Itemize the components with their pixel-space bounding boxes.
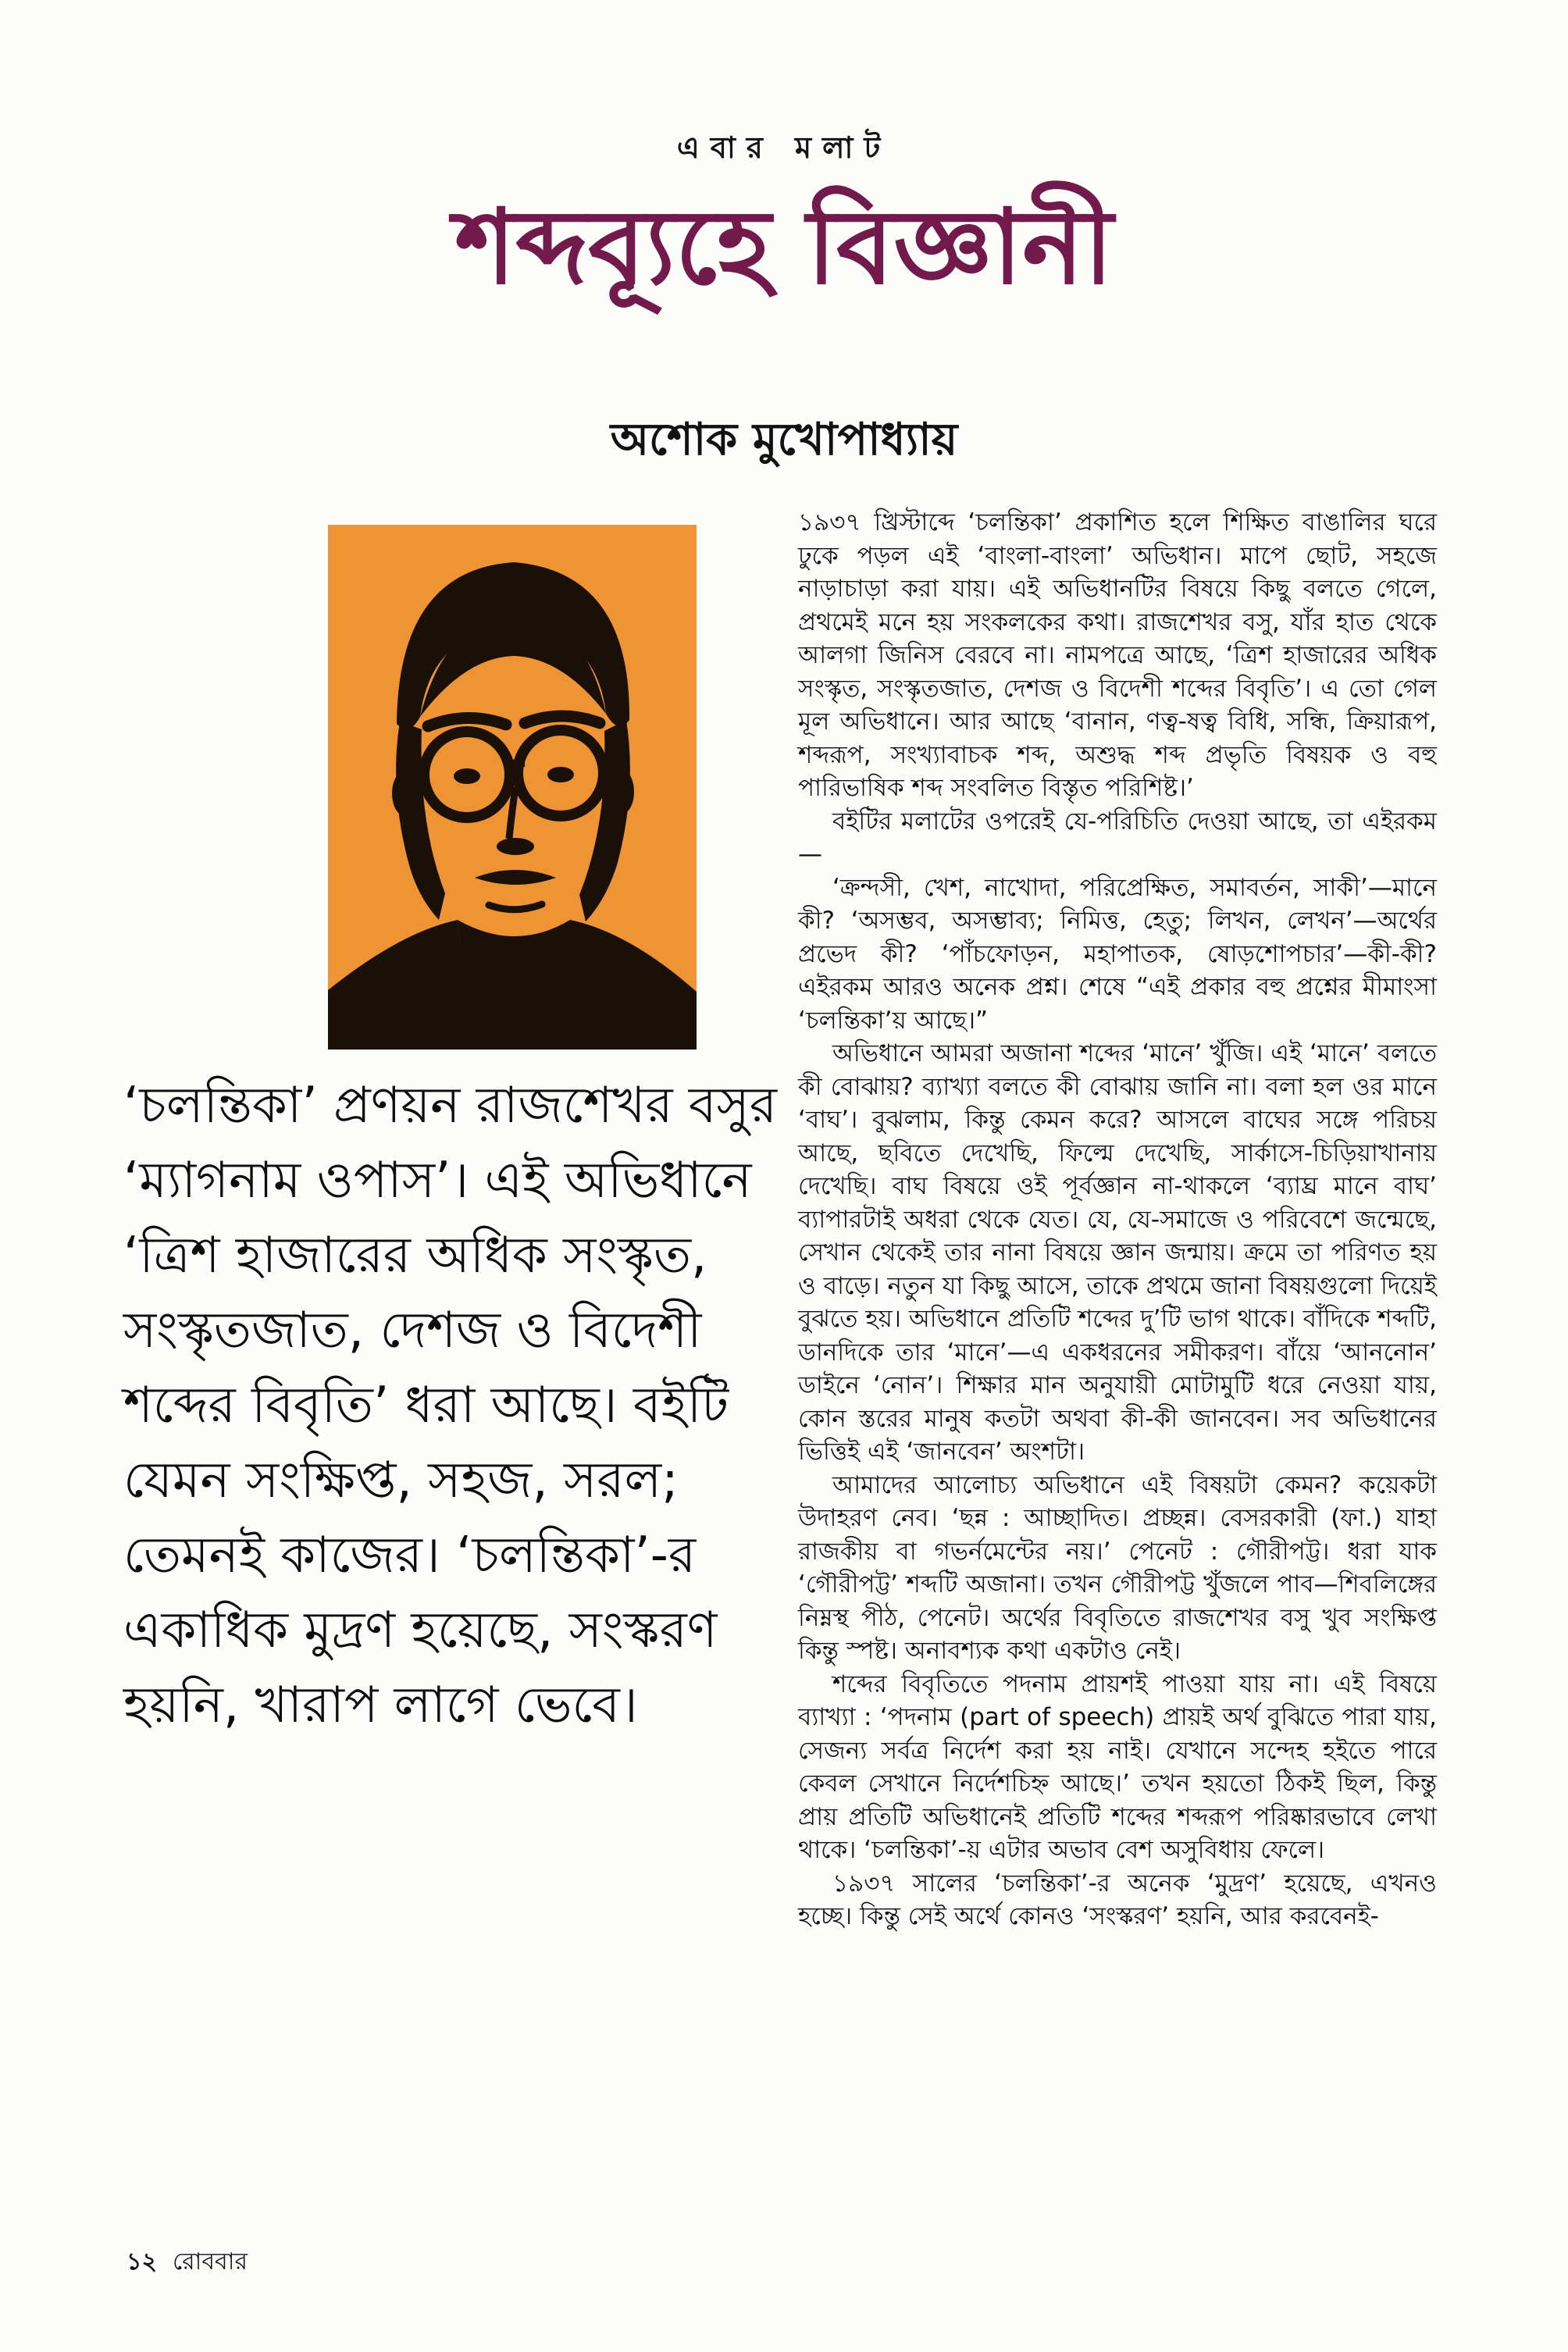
article-title: শব্দব্যূহে বিজ্ঞানী: [454, 187, 1114, 308]
woodcut-portrait-icon: [328, 525, 697, 1049]
portrait-illustration: [328, 525, 697, 1049]
page-footer: [127, 2243, 248, 2283]
pull-quote: ‘চলন্তিকা’ প্রণয়ন রাজশেখর বসুর ‘ম্যাগনাম ওপাস’। এই অভিধানে ‘ত্রিশ হাজারের অধিক সংস্কৃত, সংস্কৃতজাত, দেশজ ও বিদেশী শব্দের বিবৃতি’ ধরা আছে। বইটি যেমন সংক্ষিপ্ত, সহজ, সরল; তেমনই কাজের। ‘চলন্তিকা’-র একাধিক মুদ্রণ হয়েছে, সংস্করণ হয়নি, খারাপ লাগে ভেবে।: [123, 1077, 778, 1734]
byline-author: অশোক মুখোপাধ্যায়: [610, 414, 958, 465]
article-paragraph: অভিধানে আমরা অজানা শব্দের ‘মানে’ খুঁজি। এই ‘মানে’ বলতে কী বোঝায়? ব্যাখ্যা বলতে কী বোঝায় জানি না। বলা হল ওর মানে ‘বাঘ’। বুঝলাম, কিন্তু কেমন করে? আসলে বাঘের সঙ্গে পরিচয় আছে, ছবিতে দেখেছি, ফিল্মে দেখেছি, সার্কাসে-চিড়িয়াখানায় দেখেছি। বাঘ বিষয়ে ওই পূর্বজ্ঞান না-থাকলে ‘ব্যাঘ্র মানে বাঘ’ ব্যাপারটাই অধরা থেকে যেত। যে, যে-সমাজে ও পরিবেশে জন্মেছে, সেখান থেকেই তার নানা বিষয়ে জ্ঞান জন্মায়। ক্রমে তা পরিণত হয় ও বাড়ে। নতুন যা কিছু আসে, তাকে প্রথমে জানা বিষয়গুলো দিয়েই বুঝতে হয়। অভিধানে প্রতিটি শব্দের দু’টি ভাগ থাকে। বাঁদিকে শব্দটি, ডানদিকে তার ‘মানে’—এ একধরনের সমীকরণ। বাঁয়ে ‘আননোন’ ডাইনে ‘নোন’। শিক্ষার মান অনুযায়ী মোটামুটি ধরে নেওয়া যায়, কোন স্তরের মানুষ কতটা অথবা কী-কী জানবেন। সব অভিধানের ভিত্তিই এই ‘জানবেন’ অংশটা।: [798, 1039, 1437, 1466]
page-number: ১২: [127, 2248, 157, 2275]
article-paragraph: ‘ক্রন্দসী, খেশ, নাখোদা, পরিপ্রেক্ষিত, সমাবর্তন, সাকী’—মানে কী? ‘অসম্ভব, অসম্ভাব্য; নিমিত্ত, হেতু; লিখন, লেখন’—অর্থের প্রভেদ কী? ‘পাঁচফোড়ন, মহাপাতক, ষোড়শোপচার’—কী-কী? এইরকম আরও অনেক প্রশ্ন। শেষে “এই প্রকার বহু প্রশ্নের মীমাংসা ‘চলন্তিকা’য় আছে।”: [798, 873, 1437, 1035]
publication-name: রোববার: [172, 2248, 248, 2275]
article-paragraph: ১৯৩৭ খ্রিস্টাব্দে ‘চলন্তিকা’ প্রকাশিত হলে শিক্ষিত বাঙালির ঘরে ঢুকে পড়ল এই ‘বাংলা-বাংলা’ অভিধান। মাপে ছোট, সহজে নাড়াচাড়া করা যায়। এই অভিধানটির বিষয়ে কিছু বলতে গেলে, প্রথমেই মনে হয় সংকলকের কথা। রাজশেখর বসু, যাঁর হাত থেকে আলগা জিনিস বেরবে না। নামপত্রে আছে, ‘ত্রিশ হাজারের অধিক সংস্কৃত, সংস্কৃতজাত, দেশজ ও বিদেশী শব্দের বিবৃতি’। এ তো গেল মূল অভিধানে। আর আছে ‘বানান, ণত্ব-ষত্ব বিধি, সন্ধি, ক্রিয়ারূপ, শব্দরূপ, সংখ্যাবাচক শব্দ, অশুদ্ধ শব্দ প্রভৃতি বিষয়ক ও বহু পারিভাষিক শব্দ সংবলিত বিস্তৃত পরিশিষ্ট।’: [798, 508, 1437, 802]
article-paragraph: ১৯৩৭ সালের ‘চলন্তিকা’-র অনেক ‘মুদ্রণ’ হয়েছে, এখনও হচ্ছে। কিন্তু সেই অর্থে কোনও ‘সংস্করণ’ হয়নি, আর করবেনই-: [798, 1869, 1437, 1930]
article-paragraph: শব্দের বিবৃতিতে পদনাম প্রায়শই পাওয়া যায় না। এই বিষয়ে ব্যাখ্যা : ‘পদনাম (part of speech) প্রায়ই অর্থ বুঝিতে পারা যায়, সেজন্য সর্বত্র নির্দেশ করা হয় নাই। যেখানে সন্দেহ হইতে পারে কেবল সেখানে নির্দেশচিহ্ন আছে।’ তখন হয়তো ঠিকই ছিল, কিন্তু প্রায় প্রতিটি অভিধানেই প্রতিটি শব্দের শব্দরূপ পরিষ্কারভাবে লেখা থাকে। ‘চলন্তিকা’-য় এটার অভাব বেশ অসুবিধায় ফেলে।: [798, 1670, 1437, 1864]
article-paragraph: বইটির মলাটের ওপরেই যে-পরিচিতি দেওয়া আছে, তা এইরকম—: [798, 807, 1437, 868]
article-body: [798, 506, 1437, 1933]
article-paragraph: আমাদের আলোচ্য অভিধানে এই বিষয়টা কেমন? কয়েকটা উদাহরণ নেব। ‘ছন্ন : আচ্ছাদিত। প্রচ্ছন্ন। বেসরকারী (ফা.) যাহা রাজকীয় বা গভর্নমেন্টের নয়।’ পেনেট : গৌরীপট্ট। ধরা যাক ‘গৌরীপট্ট’ শব্দটি অজানা। তখন গৌরীপট্ট খুঁজলে পাব—শিবলিঙ্গের নিম্নস্থ পীঠ, পেনেট। অর্থের বিবৃতিতে রাজশেখর বসু খুব সংক্ষিপ্ত কিন্তু স্পষ্ট। অনাবশ্যক কথা একটাও নেই।: [798, 1470, 1437, 1665]
kicker: এবার মলাট: [676, 130, 892, 165]
